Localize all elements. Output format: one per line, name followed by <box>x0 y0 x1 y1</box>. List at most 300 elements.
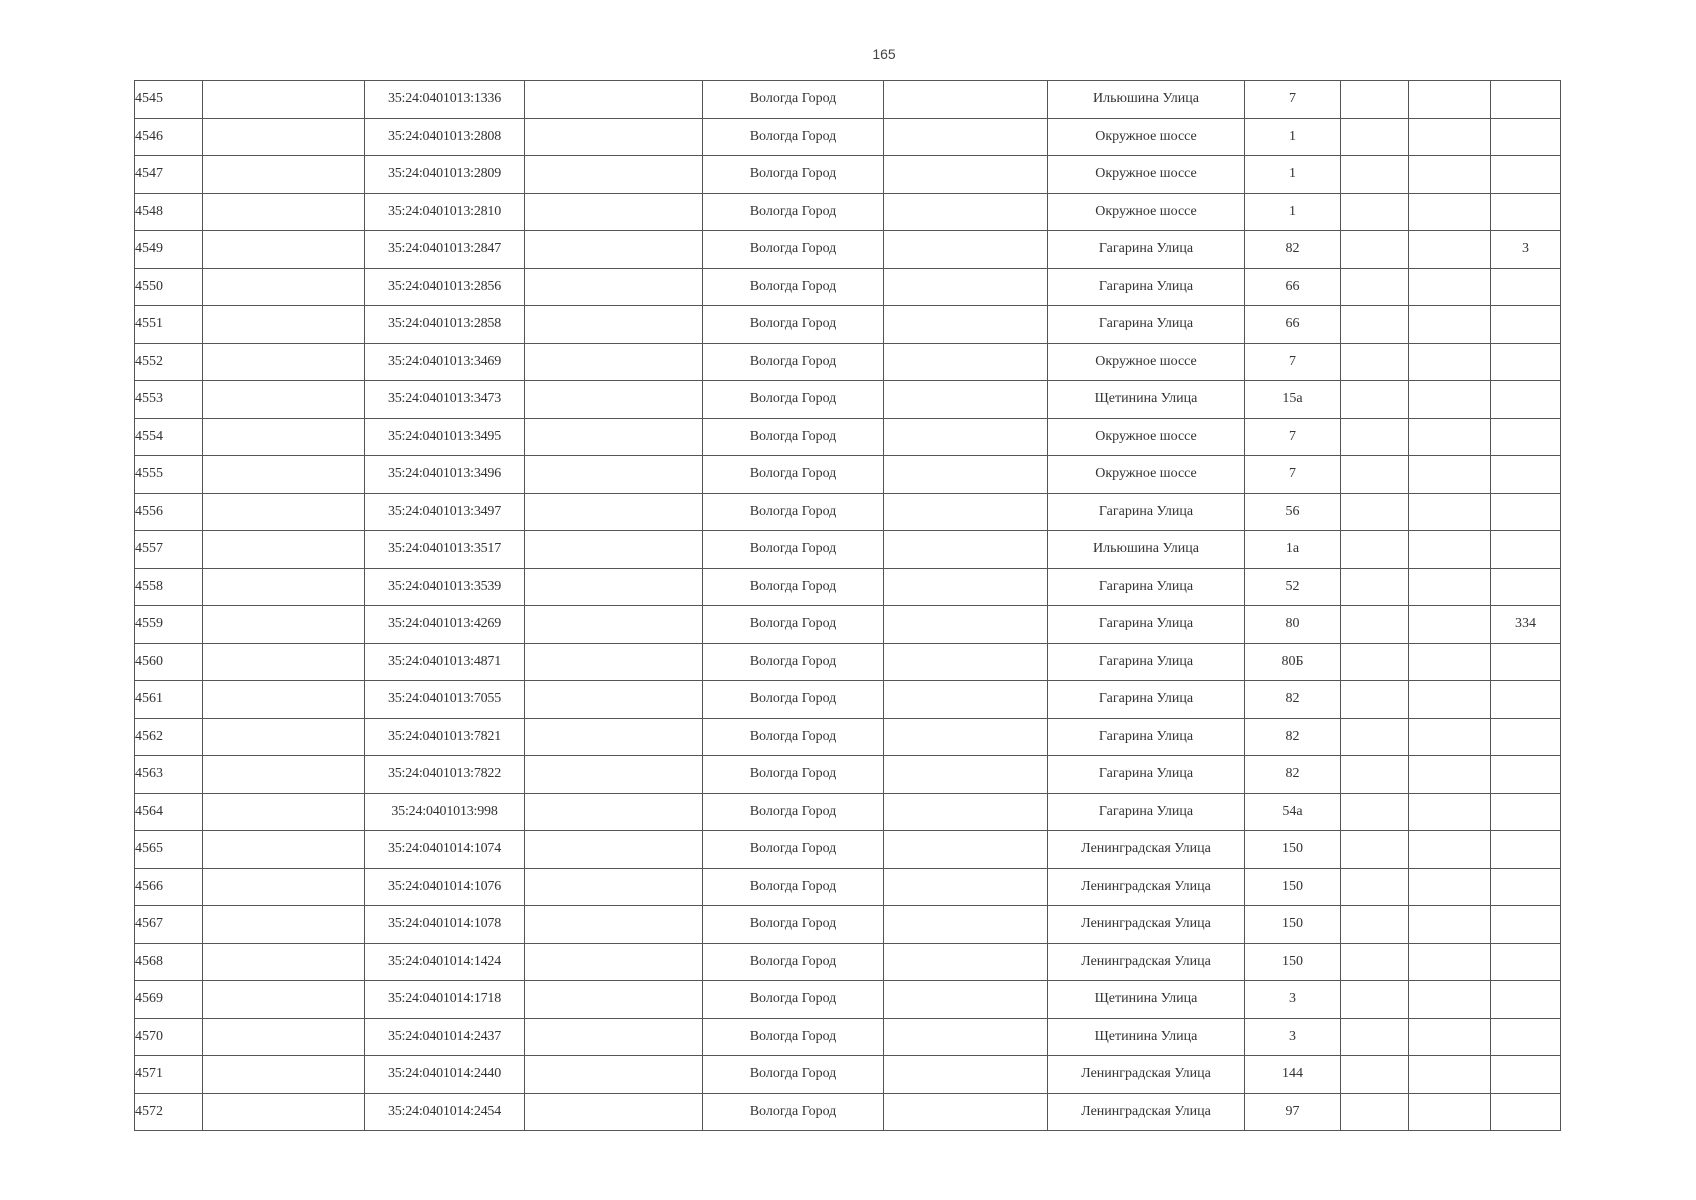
house-number-cell: 7 <box>1245 456 1341 494</box>
empty-cell <box>1341 981 1409 1019</box>
cadastral-number-cell: 35:24:0401013:7055 <box>365 681 525 719</box>
city-cell: Вологда Город <box>703 718 884 756</box>
street-cell: Гагарина Улица <box>1048 568 1245 606</box>
empty-cell <box>1341 1018 1409 1056</box>
table-row <box>135 156 1561 194</box>
empty-cell <box>884 231 1048 269</box>
empty-cell <box>1409 606 1491 644</box>
empty-cell <box>1341 418 1409 456</box>
row-number-cell: 4545 <box>135 81 203 119</box>
city-cell: Вологда Город <box>703 643 884 681</box>
premises-number-cell <box>1491 531 1561 569</box>
empty-cell <box>525 643 703 681</box>
table-row <box>135 456 1561 494</box>
cadastral-number-cell: 35:24:0401013:3496 <box>365 456 525 494</box>
row-number-cell: 4557 <box>135 531 203 569</box>
city-cell: Вологда Город <box>703 343 884 381</box>
empty-cell <box>884 1093 1048 1131</box>
cadastral-number-cell: 35:24:0401013:4871 <box>365 643 525 681</box>
street-cell: Гагарина Улица <box>1048 268 1245 306</box>
empty-cell <box>1409 456 1491 494</box>
empty-cell <box>203 343 365 381</box>
city-cell: Вологда Город <box>703 156 884 194</box>
house-number-cell: 82 <box>1245 756 1341 794</box>
empty-cell <box>1341 756 1409 794</box>
premises-number-cell <box>1491 118 1561 156</box>
empty-cell <box>1341 793 1409 831</box>
empty-cell <box>525 906 703 944</box>
street-cell: Ильюшина Улица <box>1048 81 1245 119</box>
empty-cell <box>203 943 365 981</box>
empty-cell <box>525 831 703 869</box>
empty-cell <box>525 1093 703 1131</box>
cadastral-number-cell: 35:24:0401013:4269 <box>365 606 525 644</box>
empty-cell <box>884 343 1048 381</box>
table-row <box>135 868 1561 906</box>
empty-cell <box>884 906 1048 944</box>
house-number-cell: 54а <box>1245 793 1341 831</box>
premises-number-cell <box>1491 868 1561 906</box>
empty-cell <box>884 831 1048 869</box>
premises-number-cell <box>1491 381 1561 419</box>
premises-number-cell <box>1491 456 1561 494</box>
empty-cell <box>1409 1056 1491 1094</box>
premises-number-cell <box>1491 943 1561 981</box>
premises-number-cell <box>1491 418 1561 456</box>
empty-cell <box>1341 643 1409 681</box>
row-number-cell: 4567 <box>135 906 203 944</box>
house-number-cell: 15а <box>1245 381 1341 419</box>
empty-cell <box>884 643 1048 681</box>
row-number-cell: 4559 <box>135 606 203 644</box>
empty-cell <box>1341 193 1409 231</box>
empty-cell <box>1341 156 1409 194</box>
house-number-cell: 144 <box>1245 1056 1341 1094</box>
table-row <box>135 306 1561 344</box>
empty-cell <box>884 756 1048 794</box>
empty-cell <box>525 943 703 981</box>
empty-cell <box>525 231 703 269</box>
empty-cell <box>1409 193 1491 231</box>
house-number-cell: 1а <box>1245 531 1341 569</box>
premises-number-cell <box>1491 793 1561 831</box>
table-row <box>135 643 1561 681</box>
empty-cell <box>1341 681 1409 719</box>
empty-cell <box>1341 493 1409 531</box>
premises-number-cell <box>1491 1018 1561 1056</box>
empty-cell <box>525 793 703 831</box>
empty-cell <box>203 531 365 569</box>
empty-cell <box>1341 606 1409 644</box>
row-number-cell: 4554 <box>135 418 203 456</box>
row-number-cell: 4562 <box>135 718 203 756</box>
empty-cell <box>525 981 703 1019</box>
empty-cell <box>525 156 703 194</box>
empty-cell <box>203 493 365 531</box>
empty-cell <box>1409 718 1491 756</box>
row-number-cell: 4550 <box>135 268 203 306</box>
city-cell: Вологда Город <box>703 531 884 569</box>
table-row <box>135 943 1561 981</box>
empty-cell <box>525 418 703 456</box>
empty-cell <box>884 718 1048 756</box>
empty-cell <box>525 381 703 419</box>
premises-number-cell: 3 <box>1491 231 1561 269</box>
cadastral-number-cell: 35:24:0401013:2856 <box>365 268 525 306</box>
table-row <box>135 118 1561 156</box>
premises-number-cell <box>1491 906 1561 944</box>
row-number-cell: 4565 <box>135 831 203 869</box>
street-cell: Гагарина Улица <box>1048 606 1245 644</box>
row-number-cell: 4569 <box>135 981 203 1019</box>
street-cell: Окружное шоссе <box>1048 156 1245 194</box>
city-cell: Вологда Город <box>703 568 884 606</box>
cadastral-number-cell: 35:24:0401014:1076 <box>365 868 525 906</box>
registry-table <box>134 80 1561 1131</box>
table-row <box>135 718 1561 756</box>
city-cell: Вологда Город <box>703 306 884 344</box>
empty-cell <box>884 531 1048 569</box>
premises-number-cell <box>1491 493 1561 531</box>
empty-cell <box>525 868 703 906</box>
city-cell: Вологда Город <box>703 193 884 231</box>
house-number-cell: 7 <box>1245 418 1341 456</box>
empty-cell <box>1409 568 1491 606</box>
house-number-cell: 150 <box>1245 868 1341 906</box>
premises-number-cell <box>1491 643 1561 681</box>
empty-cell <box>1409 756 1491 794</box>
empty-cell <box>203 868 365 906</box>
empty-cell <box>1341 1093 1409 1131</box>
empty-cell <box>203 681 365 719</box>
cadastral-number-cell: 35:24:0401014:2440 <box>365 1056 525 1094</box>
empty-cell <box>884 681 1048 719</box>
row-number-cell: 4551 <box>135 306 203 344</box>
street-cell: Ленинградская Улица <box>1048 831 1245 869</box>
city-cell: Вологда Город <box>703 868 884 906</box>
empty-cell <box>1409 343 1491 381</box>
empty-cell <box>203 118 365 156</box>
house-number-cell: 3 <box>1245 981 1341 1019</box>
cadastral-number-cell: 35:24:0401014:2454 <box>365 1093 525 1131</box>
house-number-cell: 1 <box>1245 193 1341 231</box>
empty-cell <box>203 793 365 831</box>
empty-cell <box>1341 831 1409 869</box>
premises-number-cell <box>1491 306 1561 344</box>
empty-cell <box>203 306 365 344</box>
street-cell: Ленинградская Улица <box>1048 1093 1245 1131</box>
row-number-cell: 4568 <box>135 943 203 981</box>
empty-cell <box>1409 981 1491 1019</box>
table-body <box>135 81 1561 1131</box>
house-number-cell: 150 <box>1245 831 1341 869</box>
street-cell: Гагарина Улица <box>1048 718 1245 756</box>
empty-cell <box>525 118 703 156</box>
empty-cell <box>203 418 365 456</box>
street-cell: Гагарина Улица <box>1048 493 1245 531</box>
table-row <box>135 906 1561 944</box>
street-cell: Ленинградская Улица <box>1048 868 1245 906</box>
street-cell: Окружное шоссе <box>1048 343 1245 381</box>
row-number-cell: 4572 <box>135 1093 203 1131</box>
empty-cell <box>1409 793 1491 831</box>
premises-number-cell <box>1491 756 1561 794</box>
empty-cell <box>1409 231 1491 269</box>
premises-number-cell <box>1491 81 1561 119</box>
empty-cell <box>1409 643 1491 681</box>
table-row <box>135 381 1561 419</box>
city-cell: Вологда Город <box>703 456 884 494</box>
row-number-cell: 4566 <box>135 868 203 906</box>
city-cell: Вологда Город <box>703 1056 884 1094</box>
row-number-cell: 4555 <box>135 456 203 494</box>
empty-cell <box>884 606 1048 644</box>
house-number-cell: 66 <box>1245 306 1341 344</box>
empty-cell <box>1409 1018 1491 1056</box>
row-number-cell: 4546 <box>135 118 203 156</box>
street-cell: Окружное шоссе <box>1048 118 1245 156</box>
empty-cell <box>884 1056 1048 1094</box>
empty-cell <box>884 981 1048 1019</box>
city-cell: Вологда Город <box>703 231 884 269</box>
table-row <box>135 981 1561 1019</box>
cadastral-number-cell: 35:24:0401014:1074 <box>365 831 525 869</box>
row-number-cell: 4549 <box>135 231 203 269</box>
empty-cell <box>1341 531 1409 569</box>
empty-cell <box>884 493 1048 531</box>
empty-cell <box>525 81 703 119</box>
premises-number-cell <box>1491 981 1561 1019</box>
house-number-cell: 97 <box>1245 1093 1341 1131</box>
city-cell: Вологда Город <box>703 606 884 644</box>
empty-cell <box>1409 868 1491 906</box>
empty-cell <box>1341 718 1409 756</box>
city-cell: Вологда Город <box>703 1018 884 1056</box>
row-number-cell: 4553 <box>135 381 203 419</box>
table-row <box>135 681 1561 719</box>
premises-number-cell <box>1491 343 1561 381</box>
empty-cell <box>525 568 703 606</box>
empty-cell <box>884 793 1048 831</box>
city-cell: Вологда Город <box>703 381 884 419</box>
row-number-cell: 4558 <box>135 568 203 606</box>
table-row <box>135 793 1561 831</box>
cadastral-number-cell: 35:24:0401013:3473 <box>365 381 525 419</box>
empty-cell <box>203 718 365 756</box>
row-number-cell: 4561 <box>135 681 203 719</box>
cadastral-number-cell: 35:24:0401013:2808 <box>365 118 525 156</box>
empty-cell <box>525 343 703 381</box>
city-cell: Вологда Город <box>703 831 884 869</box>
table-row <box>135 81 1561 119</box>
row-number-cell: 4570 <box>135 1018 203 1056</box>
empty-cell <box>525 681 703 719</box>
empty-cell <box>884 81 1048 119</box>
city-cell: Вологда Город <box>703 981 884 1019</box>
house-number-cell: 66 <box>1245 268 1341 306</box>
empty-cell <box>1341 456 1409 494</box>
house-number-cell: 82 <box>1245 681 1341 719</box>
empty-cell <box>1409 306 1491 344</box>
street-cell: Гагарина Улица <box>1048 231 1245 269</box>
house-number-cell: 7 <box>1245 81 1341 119</box>
street-cell: Ильюшина Улица <box>1048 531 1245 569</box>
empty-cell <box>884 156 1048 194</box>
empty-cell <box>1341 868 1409 906</box>
cadastral-number-cell: 35:24:0401013:2858 <box>365 306 525 344</box>
house-number-cell: 56 <box>1245 493 1341 531</box>
empty-cell <box>203 756 365 794</box>
cadastral-number-cell: 35:24:0401013:2810 <box>365 193 525 231</box>
empty-cell <box>525 1018 703 1056</box>
table-row <box>135 1018 1561 1056</box>
empty-cell <box>525 606 703 644</box>
empty-cell <box>884 381 1048 419</box>
empty-cell <box>1341 231 1409 269</box>
empty-cell <box>203 456 365 494</box>
empty-cell <box>203 81 365 119</box>
row-number-cell: 4563 <box>135 756 203 794</box>
empty-cell <box>203 1093 365 1131</box>
empty-cell <box>1409 156 1491 194</box>
house-number-cell: 1 <box>1245 118 1341 156</box>
premises-number-cell <box>1491 193 1561 231</box>
house-number-cell: 80Б <box>1245 643 1341 681</box>
table-row <box>135 418 1561 456</box>
city-cell: Вологда Город <box>703 681 884 719</box>
street-cell: Окружное шоссе <box>1048 418 1245 456</box>
premises-number-cell <box>1491 718 1561 756</box>
city-cell: Вологда Город <box>703 756 884 794</box>
empty-cell <box>203 1018 365 1056</box>
city-cell: Вологда Город <box>703 418 884 456</box>
table-row <box>135 231 1561 269</box>
cadastral-number-cell: 35:24:0401013:3539 <box>365 568 525 606</box>
empty-cell <box>884 418 1048 456</box>
empty-cell <box>1341 343 1409 381</box>
empty-cell <box>1341 943 1409 981</box>
cadastral-number-cell: 35:24:0401013:3495 <box>365 418 525 456</box>
empty-cell <box>525 493 703 531</box>
cadastral-number-cell: 35:24:0401014:2437 <box>365 1018 525 1056</box>
empty-cell <box>525 193 703 231</box>
cadastral-number-cell: 35:24:0401013:7821 <box>365 718 525 756</box>
premises-number-cell <box>1491 1093 1561 1131</box>
empty-cell <box>525 756 703 794</box>
house-number-cell: 1 <box>1245 156 1341 194</box>
cadastral-number-cell: 35:24:0401014:1078 <box>365 906 525 944</box>
row-number-cell: 4560 <box>135 643 203 681</box>
premises-number-cell <box>1491 156 1561 194</box>
page-number: 165 <box>872 46 896 62</box>
premises-number-cell <box>1491 568 1561 606</box>
empty-cell <box>1409 943 1491 981</box>
empty-cell <box>1409 906 1491 944</box>
empty-cell <box>1341 568 1409 606</box>
row-number-cell: 4548 <box>135 193 203 231</box>
city-cell: Вологда Город <box>703 1093 884 1131</box>
street-cell: Щетинина Улица <box>1048 1018 1245 1056</box>
empty-cell <box>884 306 1048 344</box>
empty-cell <box>884 456 1048 494</box>
table-row <box>135 493 1561 531</box>
empty-cell <box>1409 81 1491 119</box>
street-cell: Гагарина Улица <box>1048 306 1245 344</box>
empty-cell <box>1341 81 1409 119</box>
premises-number-cell: 334 <box>1491 606 1561 644</box>
empty-cell <box>1341 1056 1409 1094</box>
row-number-cell: 4556 <box>135 493 203 531</box>
table-row <box>135 1093 1561 1131</box>
cadastral-number-cell: 35:24:0401013:2809 <box>365 156 525 194</box>
table-row <box>135 606 1561 644</box>
street-cell: Окружное шоссе <box>1048 456 1245 494</box>
empty-cell <box>203 906 365 944</box>
street-cell: Гагарина Улица <box>1048 756 1245 794</box>
premises-number-cell <box>1491 1056 1561 1094</box>
empty-cell <box>1409 531 1491 569</box>
empty-cell <box>525 306 703 344</box>
empty-cell <box>1409 268 1491 306</box>
empty-cell <box>203 981 365 1019</box>
street-cell: Гагарина Улица <box>1048 793 1245 831</box>
city-cell: Вологда Город <box>703 793 884 831</box>
row-number-cell: 4547 <box>135 156 203 194</box>
house-number-cell: 150 <box>1245 943 1341 981</box>
street-cell: Щетинина Улица <box>1048 381 1245 419</box>
empty-cell <box>884 193 1048 231</box>
empty-cell <box>203 268 365 306</box>
table-row <box>135 568 1561 606</box>
empty-cell <box>1341 906 1409 944</box>
house-number-cell: 52 <box>1245 568 1341 606</box>
table-row <box>135 193 1561 231</box>
empty-cell <box>525 268 703 306</box>
city-cell: Вологда Город <box>703 943 884 981</box>
empty-cell <box>1409 381 1491 419</box>
house-number-cell: 82 <box>1245 718 1341 756</box>
cadastral-number-cell: 35:24:0401013:2847 <box>365 231 525 269</box>
table-row <box>135 831 1561 869</box>
empty-cell <box>1341 268 1409 306</box>
table-row <box>135 1056 1561 1094</box>
cadastral-number-cell: 35:24:0401013:1336 <box>365 81 525 119</box>
street-cell: Гагарина Улица <box>1048 643 1245 681</box>
street-cell: Ленинградская Улица <box>1048 943 1245 981</box>
empty-cell <box>1341 306 1409 344</box>
cadastral-number-cell: 35:24:0401013:3497 <box>365 493 525 531</box>
premises-number-cell <box>1491 831 1561 869</box>
empty-cell <box>525 531 703 569</box>
street-cell: Щетинина Улица <box>1048 981 1245 1019</box>
street-cell: Ленинградская Улица <box>1048 1056 1245 1094</box>
empty-cell <box>203 231 365 269</box>
city-cell: Вологда Город <box>703 906 884 944</box>
city-cell: Вологда Город <box>703 493 884 531</box>
empty-cell <box>884 118 1048 156</box>
house-number-cell: 150 <box>1245 906 1341 944</box>
table-row <box>135 531 1561 569</box>
empty-cell <box>203 831 365 869</box>
row-number-cell: 4571 <box>135 1056 203 1094</box>
empty-cell <box>884 943 1048 981</box>
empty-cell <box>884 268 1048 306</box>
cadastral-number-cell: 35:24:0401013:3469 <box>365 343 525 381</box>
cadastral-number-cell: 35:24:0401014:1424 <box>365 943 525 981</box>
house-number-cell: 80 <box>1245 606 1341 644</box>
empty-cell <box>525 718 703 756</box>
empty-cell <box>203 1056 365 1094</box>
